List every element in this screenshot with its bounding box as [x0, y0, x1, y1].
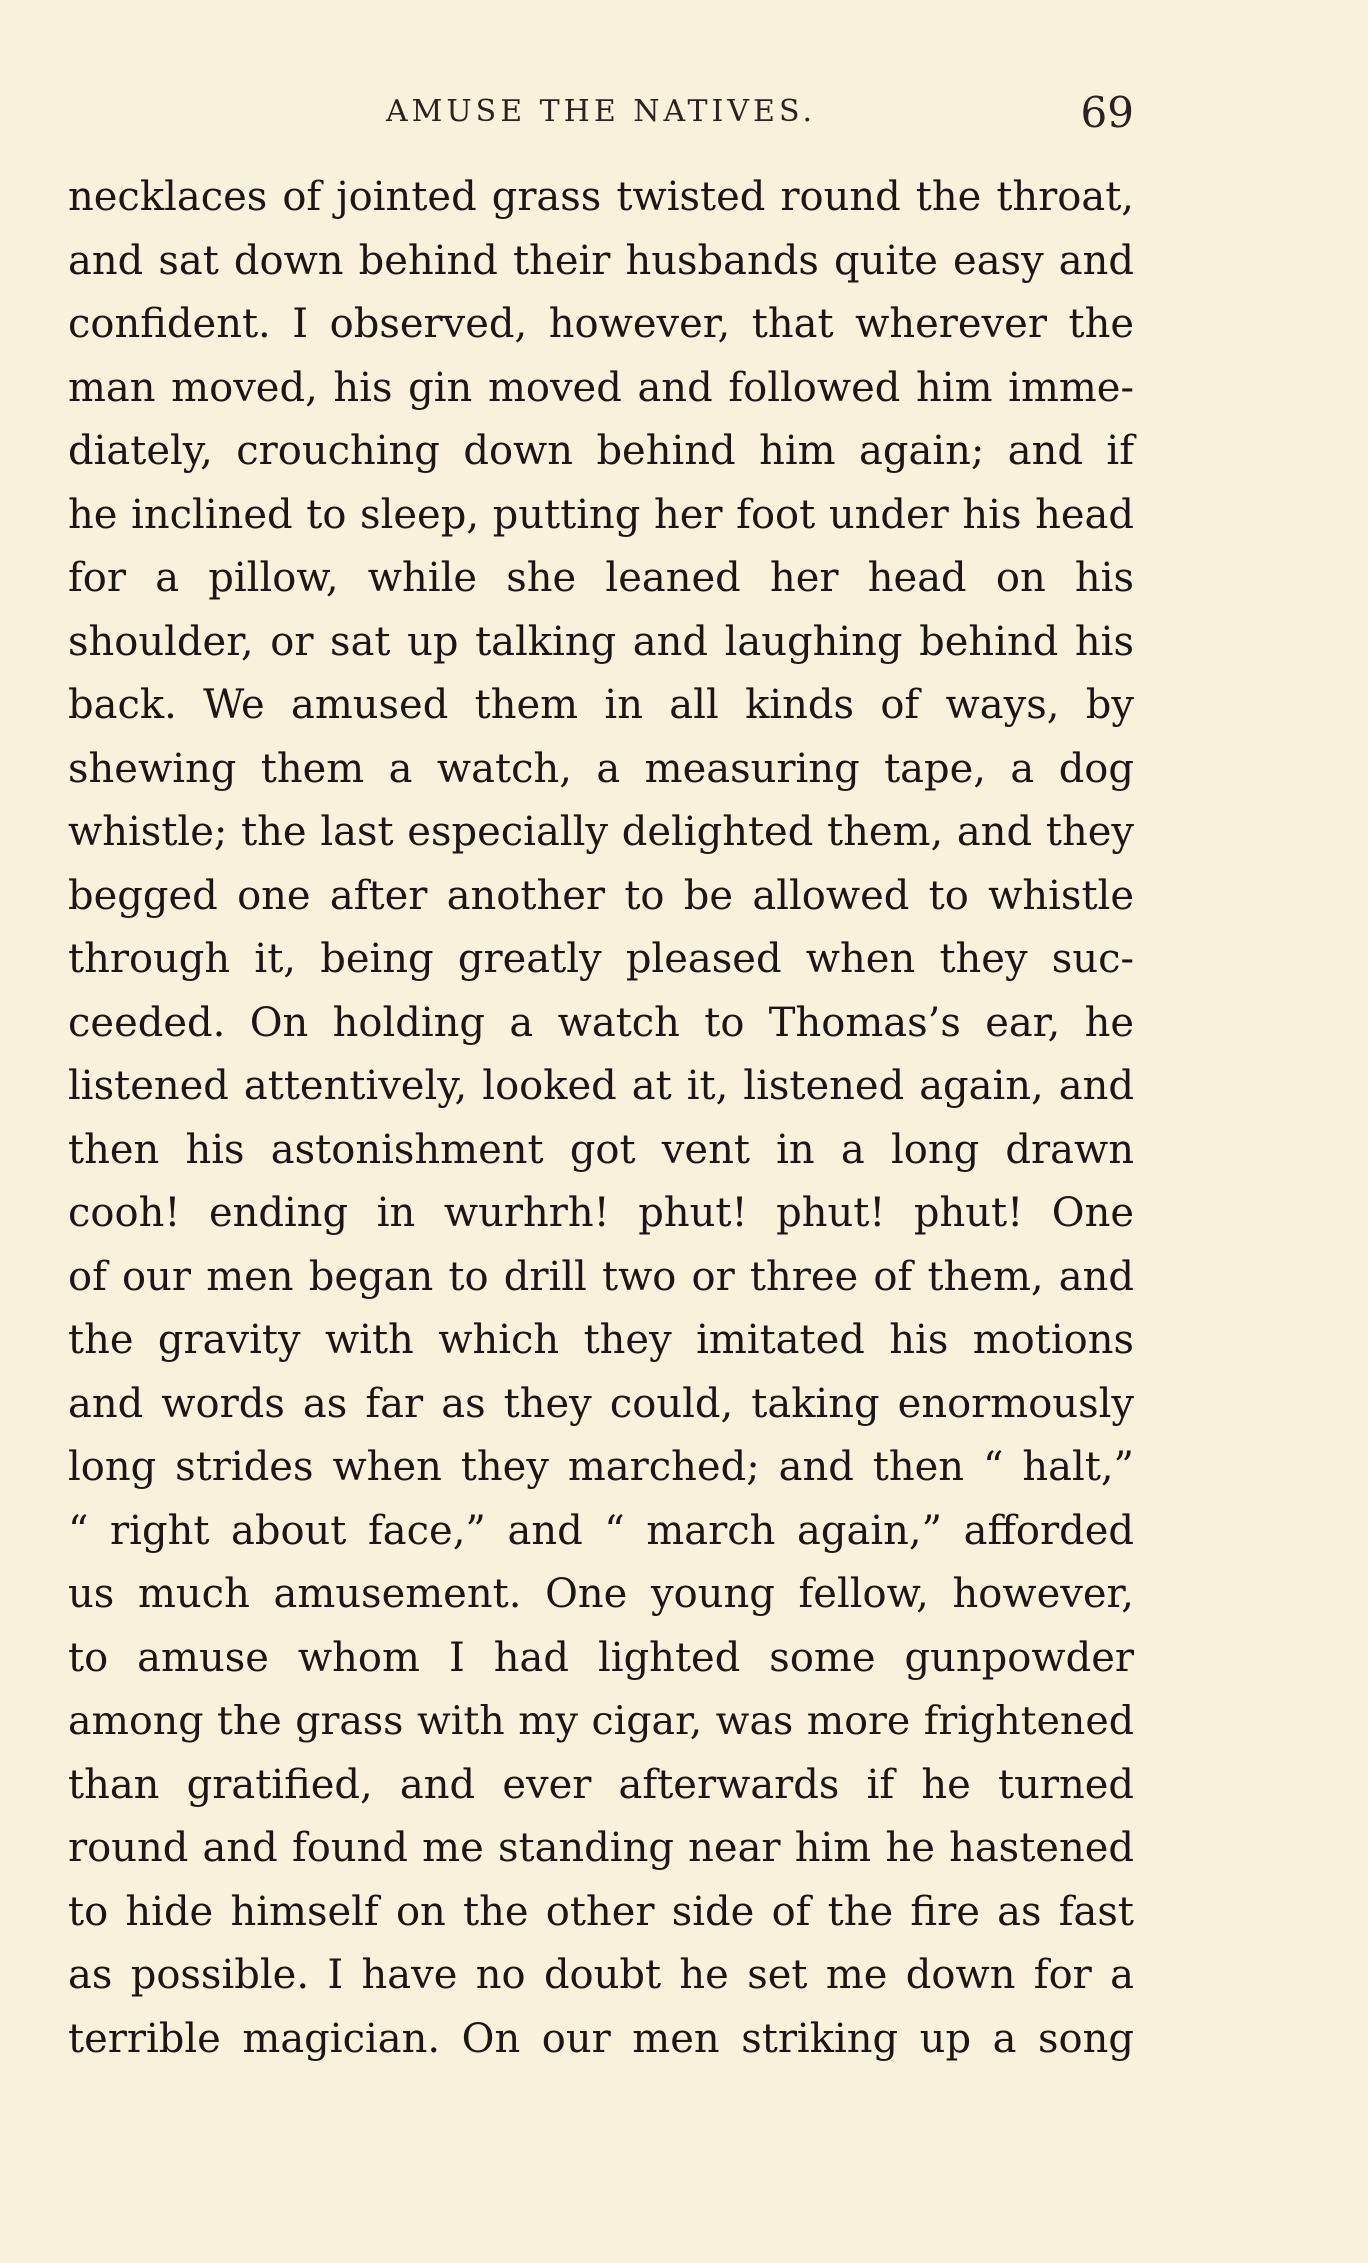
text-line: ceeded. On holding a watch to Thomas’s ear, he [68, 999, 1134, 1046]
text-line: diately, crouching down behind him again; and if [68, 428, 1134, 474]
text-line: of our men began to drill two or three of them, and [68, 1253, 1134, 1300]
text-line: long strides when they marched; and then “ halt,” [68, 1444, 1134, 1490]
running-head [68, 88, 1134, 140]
text-line: for a pillow, while she leaned her head on his [68, 555, 1134, 601]
page-number: 69 [1080, 88, 1134, 137]
text-line: and sat down behind their husbands quite easy and [68, 237, 1134, 284]
text-line: than gratified, and ever afterwards if he turned [68, 1761, 1134, 1808]
running-title: AMUSE THE NATIVES. [386, 94, 816, 129]
body-text [68, 166, 1134, 2071]
text-line: confident. I observed, however, that wherever the [68, 301, 1134, 347]
text-line: “ right about face,” and “ march again,” afforded [68, 1507, 1134, 1554]
text-line: shewing them a watch, a measuring tape, a dog [68, 745, 1134, 792]
text-line: and words as far as they could, taking enormously [68, 1380, 1134, 1427]
text-line: as possible. I have no doubt he set me down for a [68, 1952, 1134, 1998]
text-line: terrible magician. On our men striking up a song [68, 2015, 1134, 2062]
text-line: the gravity with which they imitated his motions [68, 1317, 1134, 1363]
text-line: then his astonishment got vent in a long drawn [68, 1126, 1134, 1173]
text-line: man moved, his gin moved and followed him imme- [68, 364, 1134, 411]
text-line: to hide himself on the other side of the fire as fast [68, 1888, 1134, 1935]
text-line: us much amusement. One young fellow, however, [68, 1571, 1134, 1617]
text-line: begged one after another to be allowed to whistle [68, 872, 1134, 919]
text-line: back. We amused them in all kinds of ways, by [68, 682, 1134, 728]
text-line: listened attentively, looked at it, listened again, and [68, 1063, 1134, 1109]
text-line: shoulder, or sat up talking and laughing behind his [68, 618, 1134, 665]
text-line: through it, being greatly pleased when they suc- [68, 936, 1134, 982]
text-line: whistle; the last especially delighted them, and they [68, 809, 1134, 855]
text-line: cooh! ending in wurhrh! phut! phut! phut! One [68, 1190, 1134, 1236]
text-line: necklaces of jointed grass twisted round the throat, [68, 174, 1134, 220]
text-line: he inclined to sleep, putting her foot under his head [68, 491, 1134, 538]
text-line: among the grass with my cigar, was more frightened [68, 1698, 1134, 1744]
text-line: round and found me standing near him he hastened [68, 1825, 1134, 1871]
text-line: to amuse whom I had lighted some gunpowder [68, 1634, 1134, 1681]
